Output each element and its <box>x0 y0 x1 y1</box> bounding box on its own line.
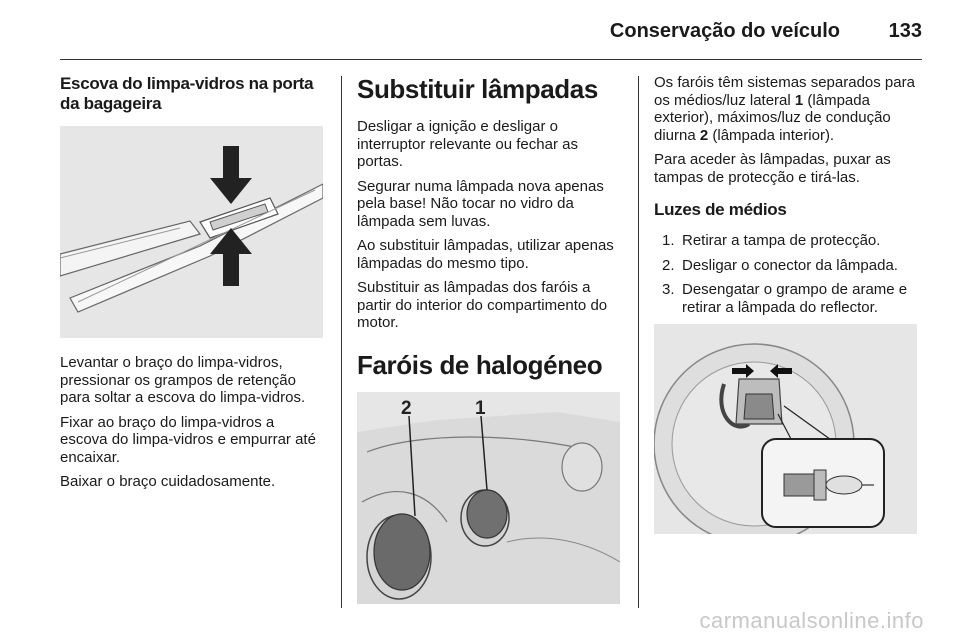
headlamp-text-c: (lâmpada exterior), máximos/luz de condução diurna <box>654 91 891 144</box>
wiper-figure <box>60 126 323 338</box>
column-wiper <box>60 74 325 498</box>
ref-2: 2 <box>699 126 709 144</box>
bulbs-paragraph-2: Segurar numa lâmpada nova apenas pela base! Não tocar no vidro da lâmpada sem luvas. <box>357 177 604 230</box>
headlamp-text-a: Os faróis têm sistemas separados para os médios/luz lateral <box>654 74 915 109</box>
bulbs-paragraph-3: Ao substituir lâmpadas, utilizar apenas lâmpadas do mesmo tipo. <box>357 237 614 272</box>
step-number: 3. <box>662 281 675 298</box>
ref-1: 1 <box>794 91 804 109</box>
page-number: 133 <box>888 20 922 42</box>
column-divider-2 <box>638 76 639 608</box>
column-headlamps <box>654 74 922 534</box>
step-item <box>654 281 922 316</box>
step-text: Desligar o conector da lâmpada. <box>682 256 898 274</box>
step-item <box>654 232 922 250</box>
headlamp-text-e: (lâmpada interior). <box>708 126 835 144</box>
step-text: Retirar a tampa de protecção. <box>682 232 881 249</box>
bulbs-paragraph-1: Desligar a ignição e desligar o interruptor relevante ou fechar as portas. <box>357 118 578 170</box>
wiper-paragraph-1: Levantar o braço do limpa-vidros, pressionar os grampos de retenção para soltar a escova do limpa-vidros. <box>60 354 306 406</box>
step-item <box>654 257 922 275</box>
column-divider-1 <box>341 76 342 608</box>
wiper-paragraph-2: Fixar ao braço do limpa-vidros a escova do limpa-vidros e empurrar até encaixar. <box>60 413 316 466</box>
page-title: Conservação do veículo <box>609 20 840 42</box>
section-heading-bulbs: Substituir lâmpadas <box>357 74 598 104</box>
page-header <box>0 0 960 60</box>
arrow-down-icon <box>223 146 239 180</box>
step-number: 1. <box>662 232 675 249</box>
watermark: carmanualsonline.info <box>699 608 924 633</box>
step-text: Desengatar o grampo de arame e retirar a lâmpada do reflector. <box>682 281 908 316</box>
section-heading-wiper: Escova do limpa-vidros na porta da bagageira <box>60 74 314 113</box>
low-beam-figure <box>654 324 917 534</box>
column-bulbs <box>357 74 623 604</box>
bulb-illustration <box>654 324 917 534</box>
arrow-up-icon <box>223 252 239 286</box>
section-heading-halogen: Faróis de halogéneo <box>357 349 603 380</box>
wiper-illustration <box>60 126 323 338</box>
halogen-figure <box>357 392 620 604</box>
low-beam-steps <box>654 232 922 316</box>
section-heading-low-beam: Luzes de médios <box>654 200 787 219</box>
figure-label-1: 1 <box>475 397 486 419</box>
wiper-paragraph-3: Baixar o braço cuidadosamente. <box>60 473 276 490</box>
bulbs-paragraph-4: Substituir as lâmpadas dos faróis a partir do interior do compartimento do motor. <box>357 279 608 331</box>
access-paragraph: Para aceder às lâmpadas, puxar as tampas de protecção e tirá-las. <box>654 151 891 186</box>
step-number: 2. <box>662 256 675 274</box>
headlamp-systems-paragraph <box>654 74 922 144</box>
header-rule <box>60 59 922 60</box>
headlamp-illustration <box>357 392 620 604</box>
figure-label-2: 2 <box>401 397 412 419</box>
